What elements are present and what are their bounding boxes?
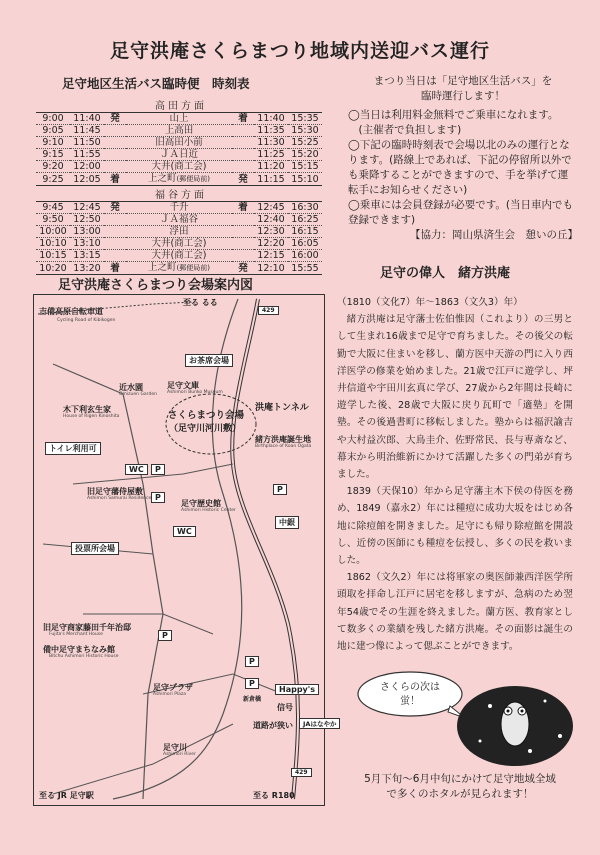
firefly-caption-2: で多くのホタルが見られます！ xyxy=(386,788,534,800)
mark-cell xyxy=(104,250,126,262)
map-label-history: 足守歴史館 xyxy=(181,499,221,508)
time-cell: 9:50 xyxy=(42,214,64,225)
stop-cell: 大井(商工会) xyxy=(151,161,207,172)
time-cell: 16:30 xyxy=(291,202,319,213)
timetable-route2-table xyxy=(36,201,322,275)
timetable-row xyxy=(36,113,322,125)
mark-cell: 着 xyxy=(110,173,120,185)
map-label-venue: さくらまつり会場 xyxy=(168,410,245,421)
stop-cell: 山上 xyxy=(169,113,189,124)
time-cell: 12:45 xyxy=(73,202,101,213)
time-cell: 16:00 xyxy=(291,250,319,261)
stop-cell: ＪＡ福谷 xyxy=(159,214,198,225)
time-cell: 11:40 xyxy=(73,113,101,124)
time-cell: 13:15 xyxy=(73,250,101,261)
stop-cell: 上高田 xyxy=(164,125,194,136)
map-label-happys: Happy's xyxy=(275,684,319,695)
notice-item-4: ◯乗車には会員登録が必要です。(当日車内でも登録できます) xyxy=(348,199,574,226)
route1-name: 高田方面 xyxy=(155,101,207,112)
timetable-row xyxy=(36,149,322,161)
timetable-row xyxy=(36,173,322,186)
firefly-bubble-2: 蛍！ xyxy=(400,696,420,707)
mark-cell xyxy=(104,137,126,149)
time-cell: 9:05 xyxy=(42,125,64,136)
map-label-birthplace: 緒方洪庵誕生地 xyxy=(255,435,311,444)
mark-cell: 発 xyxy=(110,202,120,213)
time-cell: 11:20 xyxy=(257,161,285,172)
mark-cell: 着 xyxy=(238,113,248,124)
page-title: 足守洪庵さくらまつり地域内送迎バス運行 xyxy=(109,40,490,62)
notice-cooperation: 【協力：岡山県済生会 憩いの丘】 xyxy=(410,229,578,241)
mark-cell xyxy=(232,238,254,250)
firefly-caption xyxy=(340,772,580,802)
stop-cell: 浮田 xyxy=(169,226,189,237)
time-cell: 9:15 xyxy=(42,149,64,160)
map-label-river-en: Ashimori River xyxy=(163,752,196,757)
mark-cell: 発 xyxy=(110,113,120,124)
map-label-signal: 信号 xyxy=(277,703,293,712)
mark-cell xyxy=(232,137,254,149)
notice-item-2: (主催者で負担します) xyxy=(348,124,462,136)
mark-cell: 発 xyxy=(238,173,248,185)
stop-cell: 大井(商工会) xyxy=(151,238,207,249)
bio-paragraph-3: 1862（文久2）年には将軍家の奥医師兼西洋医学所頭取を拝命し江戸に居宅を移しますが、急病のため翌年54歳でその生涯を終えました。蘭方医、教育家として数多くの業績を残した緒方洪庵。その面影は誕生の地に建つ像によって偲ぶことができます。 xyxy=(337,572,573,653)
firefly-caption-1: 5月下旬～6月中旬にかけて足守地域全域 xyxy=(364,773,556,785)
map-label-tunnel: 洪庵トンネル xyxy=(255,403,309,413)
timetable-row xyxy=(36,202,322,214)
map-label-bunko: 足守文庫 xyxy=(167,381,199,390)
stop-cell: 千升 xyxy=(169,202,189,213)
time-cell: 12:10 xyxy=(257,262,285,274)
map-label-fujita-en: Fujita's Merchant House xyxy=(49,632,103,637)
mark-cell xyxy=(104,214,126,226)
time-cell: 11:35 xyxy=(257,125,285,136)
notice-intro-1: まつり当日は「足守地区生活バス」を xyxy=(373,75,553,87)
time-cell: 13:20 xyxy=(73,262,101,274)
map-label-bitchu-en: Bitchu Ashimori Historic House xyxy=(49,654,119,659)
stop-cell: 大井(商工会) xyxy=(151,250,207,261)
timetable-row xyxy=(36,262,322,275)
map-label-samurai: 旧足守藩侍屋敷 xyxy=(87,487,143,496)
mark-cell: 発 xyxy=(238,262,248,274)
time-cell: 10:15 xyxy=(39,250,67,261)
map-parking-4: P xyxy=(158,630,172,641)
map-label-birthplace-en: Birthplace of Koan Ogata xyxy=(255,444,312,449)
time-cell: 12:15 xyxy=(257,250,285,261)
time-cell: 11:50 xyxy=(73,137,101,148)
timetable-route2 xyxy=(36,186,326,275)
map-route-429-bottom: 429 xyxy=(291,768,312,777)
time-cell: 15:25 xyxy=(291,137,319,148)
map-parking-1: P xyxy=(151,464,165,475)
mark-cell: 着 xyxy=(110,262,120,274)
notice-box xyxy=(348,74,578,243)
time-cell: 9:20 xyxy=(42,161,64,172)
map-parking-2: P xyxy=(151,492,165,503)
timetable-row xyxy=(36,161,322,173)
time-cell: 15:20 xyxy=(291,149,319,160)
timetable-row xyxy=(36,238,322,250)
stop-cell: 旧高田小前 xyxy=(155,137,203,148)
stop-name: 上之町 xyxy=(148,173,177,184)
timetable-row xyxy=(36,214,322,226)
time-cell: 9:10 xyxy=(42,137,64,148)
map-wc-1: WC xyxy=(125,464,148,475)
map-label-shinbashi: 新倉橋 xyxy=(243,696,262,703)
bio-paragraph-2: 1839（天保10）年から足守藩主木下侯の侍医を務め、1849（嘉永2）年には種痘に成功大坂をはじめ各地に除痘館を開きました。足守にも帰り除痘館を開設し、近傍の医師にも種痘を伝授し、多くの民を救いました。 xyxy=(337,486,573,567)
map-parking-5: P xyxy=(245,656,259,667)
time-cell: 13:00 xyxy=(73,226,101,237)
mark-cell xyxy=(232,214,254,226)
time-cell: 16:15 xyxy=(291,226,319,237)
time-cell: 12:00 xyxy=(73,161,101,172)
time-cell: 10:10 xyxy=(39,238,67,249)
time-cell: 13:10 xyxy=(73,238,101,249)
time-cell: 12:05 xyxy=(73,173,101,185)
time-cell: 11:55 xyxy=(73,149,101,160)
map-label-to-jr: 至る JR 足守駅 xyxy=(39,791,94,800)
map-label-ochaseki: お茶席会場 xyxy=(185,354,233,367)
map-label-samurai-en: Ashimori Samurai Residence xyxy=(87,496,152,501)
map-label-omizuen-en: Omizuen Garden xyxy=(119,392,157,397)
mark-cell xyxy=(232,226,254,238)
time-cell: 9:25 xyxy=(42,173,64,185)
mark-cell xyxy=(232,161,254,173)
time-cell: 12:30 xyxy=(257,226,285,237)
timetable-row xyxy=(36,226,322,238)
bio-text xyxy=(337,294,573,655)
firefly-illustration xyxy=(340,666,580,766)
notice-intro-2: 臨時運行します！ xyxy=(421,90,505,102)
map-label-toilet: トイレ利用可 xyxy=(45,442,101,455)
stop-cell xyxy=(126,173,232,186)
time-cell: 12:50 xyxy=(73,214,101,225)
map-label-narrow: 道路が狭い xyxy=(253,721,293,730)
timetable-route1 xyxy=(36,97,326,186)
map-parking-6: P xyxy=(245,678,259,689)
mark-cell xyxy=(104,238,126,250)
time-cell: 15:55 xyxy=(291,262,319,274)
time-cell: 10:20 xyxy=(39,262,67,274)
time-cell: 15:35 xyxy=(291,113,319,124)
map-label-vote: 投票所会場 xyxy=(71,542,119,555)
stop-cell: ＪＡ日近 xyxy=(159,149,198,160)
map-label-fujita: 旧足守商家藤田千年治邸 xyxy=(43,623,131,632)
map-label-kinoshita: 木下利玄生家 xyxy=(63,405,111,414)
map-label-omizuen: 近水園 xyxy=(119,383,143,392)
mark-cell xyxy=(104,226,126,238)
map-label-bike-road: 吉備高原自転車道 xyxy=(39,307,103,316)
bio-heading: 足守の偉人 緒方洪庵 xyxy=(380,266,511,281)
map-label-to-ruru: 至る るる xyxy=(183,298,218,307)
stop-note: (郵便局前) xyxy=(176,175,210,183)
mark-cell xyxy=(104,125,126,137)
time-cell: 12:45 xyxy=(257,202,285,213)
time-cell: 12:20 xyxy=(257,238,285,249)
stop-cell xyxy=(126,262,232,275)
timetable-row xyxy=(36,137,322,149)
time-cell: 11:40 xyxy=(257,113,285,124)
time-cell: 12:40 xyxy=(257,214,285,225)
time-cell: 11:25 xyxy=(257,149,285,160)
mark-cell xyxy=(232,149,254,161)
notice-item-3: ◯下記の臨時時刻表で会場以北のみの運行となります。(路線上であれば、下記の停留所以外でも乗降することができますので、手を挙げて運転手にお知らせください) xyxy=(348,139,572,196)
route2-name: 福谷方面 xyxy=(155,190,207,201)
notice-item-1: ◯当日は利用料金無料でご乗車になれます。 xyxy=(348,109,559,121)
map-area xyxy=(33,294,337,806)
map-label-kinoshita-en: House of Rigen Kinoshita xyxy=(63,414,120,419)
map-label-bike-road-en: Cycling Road of Kibikogen xyxy=(57,318,116,323)
timetable-row xyxy=(36,125,322,137)
map-label-bitchu: 備中足守まちなみ館 xyxy=(43,645,115,654)
time-cell: 11:15 xyxy=(257,173,285,185)
mark-cell xyxy=(232,125,254,137)
map-label-to-r180: 至る R180 xyxy=(253,791,295,800)
timetable-heading: 足守地区生活バス臨時便 時刻表 xyxy=(62,76,250,91)
time-cell: 15:10 xyxy=(291,173,319,185)
mark-cell xyxy=(104,149,126,161)
map-label-bunko-en: Ashimori Bunko Museum xyxy=(167,390,223,395)
map-label-river: 足守川 xyxy=(163,743,187,752)
bio-dates: （1810（文化7）年～1863（文久3）年） xyxy=(337,297,523,308)
map-parking-3: P xyxy=(273,484,287,495)
time-cell: 9:00 xyxy=(42,113,64,124)
map-label-venue-sub: （足守川河川敷） xyxy=(169,424,242,434)
time-cell: 16:25 xyxy=(291,214,319,225)
time-cell: 15:15 xyxy=(291,161,319,172)
map-label-plaza: 足守プラザ xyxy=(153,683,193,692)
mark-cell xyxy=(104,161,126,173)
time-cell: 16:05 xyxy=(291,238,319,249)
mark-cell xyxy=(232,250,254,262)
mark-cell: 着 xyxy=(238,202,248,213)
timetable-row xyxy=(36,250,322,262)
map-label-ja: JAはなやか xyxy=(299,718,340,729)
map-heading: 足守洪庵さくらまつり会場案内図 xyxy=(58,278,254,293)
time-cell: 11:45 xyxy=(73,125,101,136)
map-label-plaza-en: Ashimori Plaza xyxy=(153,692,187,697)
time-cell: 11:30 xyxy=(257,137,285,148)
stop-note: (郵便局前) xyxy=(176,264,210,272)
map-label-ginko: 中銀 xyxy=(275,516,299,529)
time-cell: 10:00 xyxy=(39,226,67,237)
stop-name: 上之町 xyxy=(148,262,177,273)
map-route-429-top: 429 xyxy=(258,306,279,315)
timetable-route1-table xyxy=(36,112,322,186)
time-cell: 9:45 xyxy=(42,202,64,213)
time-cell: 15:30 xyxy=(291,125,319,136)
bio-paragraph-1: 緒方洪庵は足守藩士佐伯惟因（これより）の三男として生まれ16歳まで足守で育ちました。その後父の転勤で大阪に住まいを移し、蘭方医中天游の門に入り西洋医学の修業を始めました。21歳で江戸に遊学し、坪井信道や宇田川玄真に学び、27歳から2年間は長崎に遊学した後、28歳で大阪に戻り瓦町で「適塾」を開塾。その後過書町に移転しました。塾からは福沢諭吉や大村益次郎、大鳥圭介、佐野常民、長与専斎など、幕末から明治維新にかけて活躍した多くの門弟が育ちました。 xyxy=(337,314,573,481)
firefly-bubble-1: さくらの次は xyxy=(380,682,440,693)
map-label-history-en: Ashimori Historic Center xyxy=(181,508,236,513)
map-wc-2: WC xyxy=(173,526,196,537)
